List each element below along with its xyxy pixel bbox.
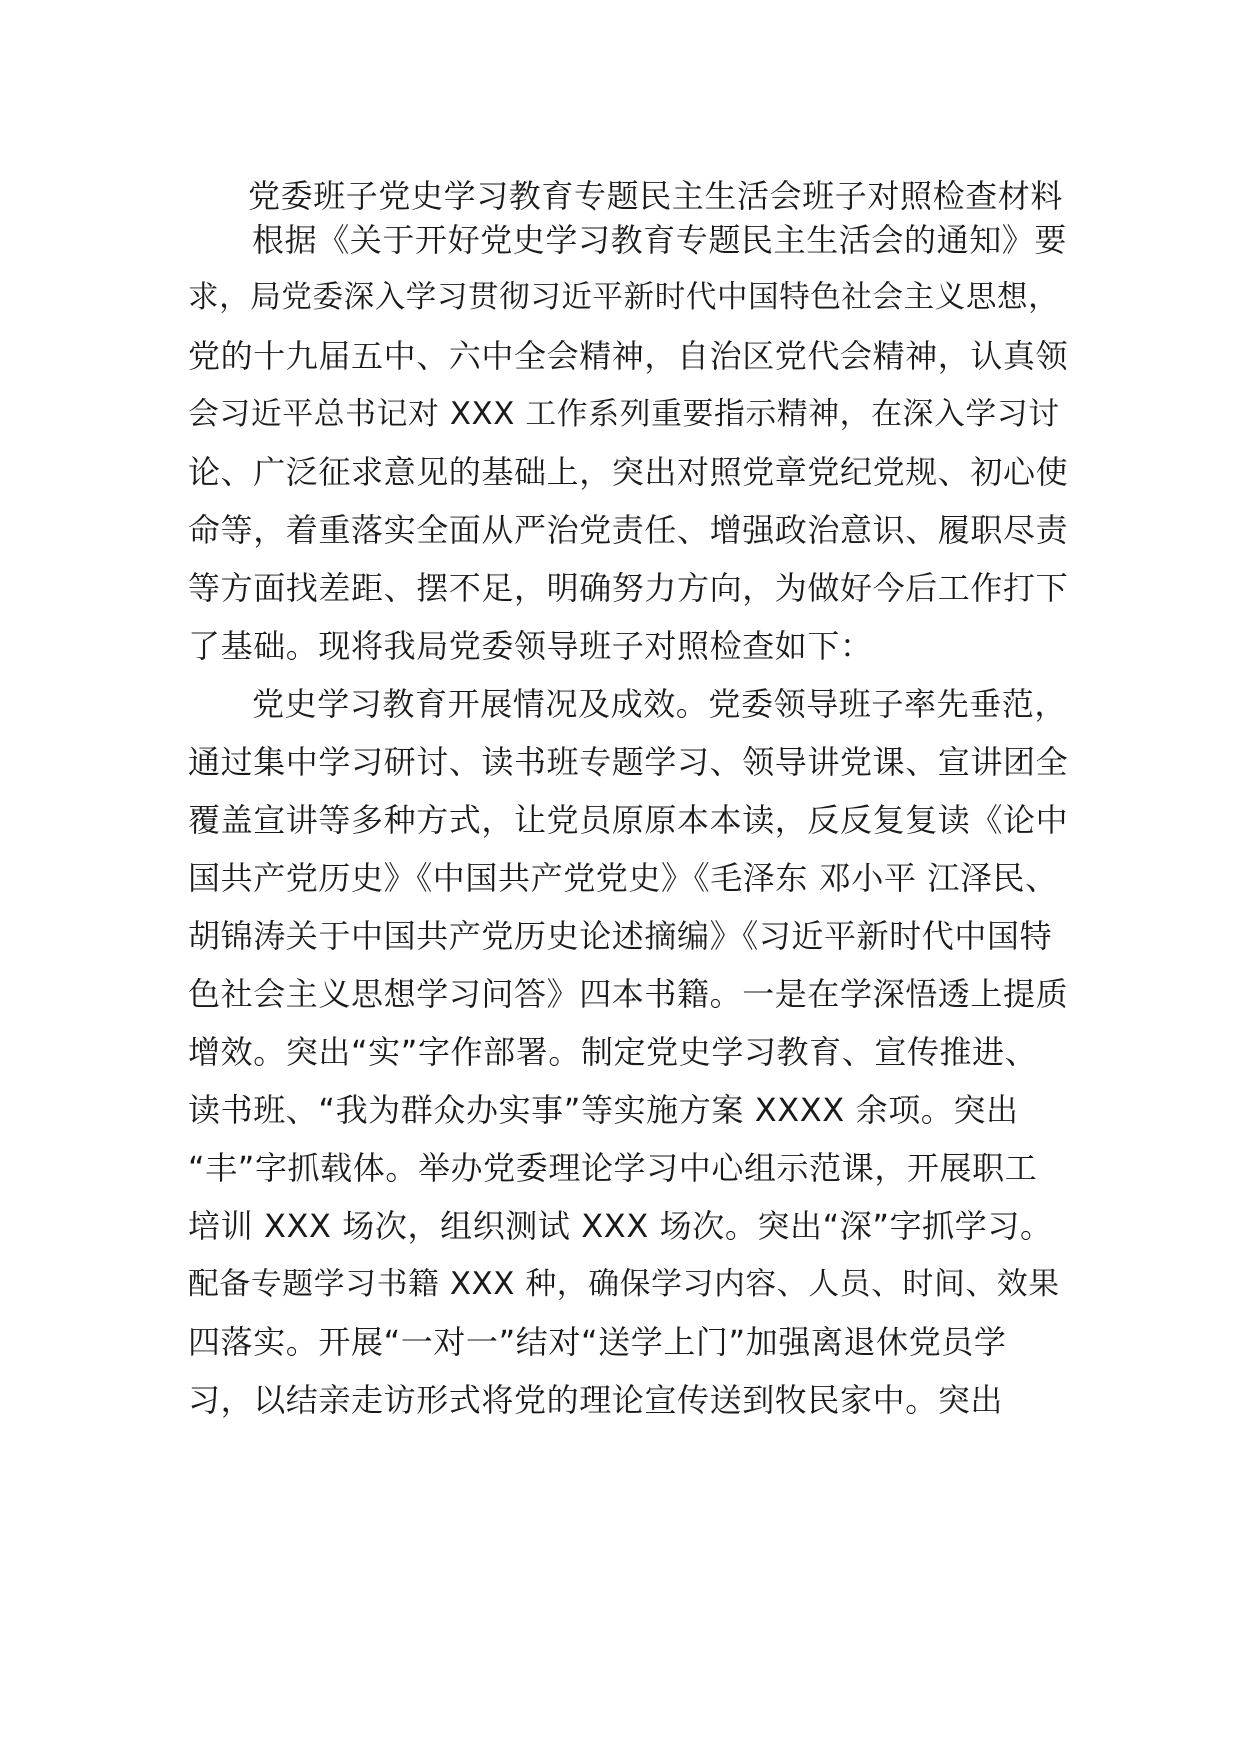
paragraph-line: 配备专题学习书籍 XXX 种，确保学习内容、人员、时间、效果 <box>188 1266 1060 1302</box>
paragraph-line: 论、广泛征求意见的基础上，突出对照党章党纪党规、初心使 <box>188 453 1069 491</box>
paragraph-line: 色社会主义思想学习问答》四本书籍。一是在学深悟透上提质 <box>188 975 1069 1013</box>
paragraph-line: 等方面找差距、摆不足，明确努力方向，为做好今后工作打下 <box>188 569 1069 607</box>
paragraph-line: 国共产党历史》《中国共产党党史》《毛泽东 邓小平 江泽民、 <box>188 859 1058 897</box>
paragraph-line: 求，局党委深入学习贯彻习近平新时代中国特色社会主义思想， <box>188 280 1060 315</box>
paragraph-line: 会习近平总书记对 XXX 工作系列重要指示精神，在深入学习讨 <box>188 396 1060 432</box>
paragraph-line: 覆盖宣讲等多种方式，让党员原原本本读，反反复复读《论中 <box>188 801 1069 839</box>
paragraph-line: 四落实。开展“一对一”结对“送学上门”加强离退休党员学 <box>188 1323 1007 1361</box>
paragraph-line: 党的十九届五中、六中全会精神，自治区党代会精神，认真领 <box>188 337 1069 375</box>
document-title: 党委班子党史学习教育专题民主生活会班子对照检查材料 <box>248 177 1064 215</box>
paragraph-line: 根据《关于开好党史学习教育专题民主生活会的通知》要 <box>252 221 1068 259</box>
paragraph-line: 了基础。现将我局党委领导班子对照检查如下： <box>188 627 873 665</box>
paragraph-line: 党史学习教育开展情况及成效。党委领导班子率先垂范， <box>252 685 1068 723</box>
paragraph-line: 增效。突出“实”字作部署。制定党史学习教育、宣传推进、 <box>188 1033 1038 1071</box>
paragraph-line: “丰”字抓载体。举办党委理论学习中心组示范课，开展职工 <box>188 1149 1038 1187</box>
paragraph-line: 培训 XXX 场次，组织测试 XXX 场次。突出“深”字抓学习。 <box>188 1207 1053 1245</box>
paragraph-line: 习，以结亲走访形式将党的理论宣传送到牧民家中。突出 <box>188 1381 1004 1419</box>
paragraph-line: 通过集中学习研讨、读书班专题学习、领导讲党课、宣讲团全 <box>188 743 1069 781</box>
paragraph-line: 胡锦涛关于中国共产党历史论述摘编》《习近平新时代中国特 <box>188 917 1053 955</box>
paragraph-line: 命等，着重落实全面从严治党责任、增强政治意识、履职尽责 <box>188 511 1069 549</box>
paragraph-line: 读书班、“我为群众办实事”等实施方案 XXXX 余项。突出 <box>188 1091 1019 1129</box>
